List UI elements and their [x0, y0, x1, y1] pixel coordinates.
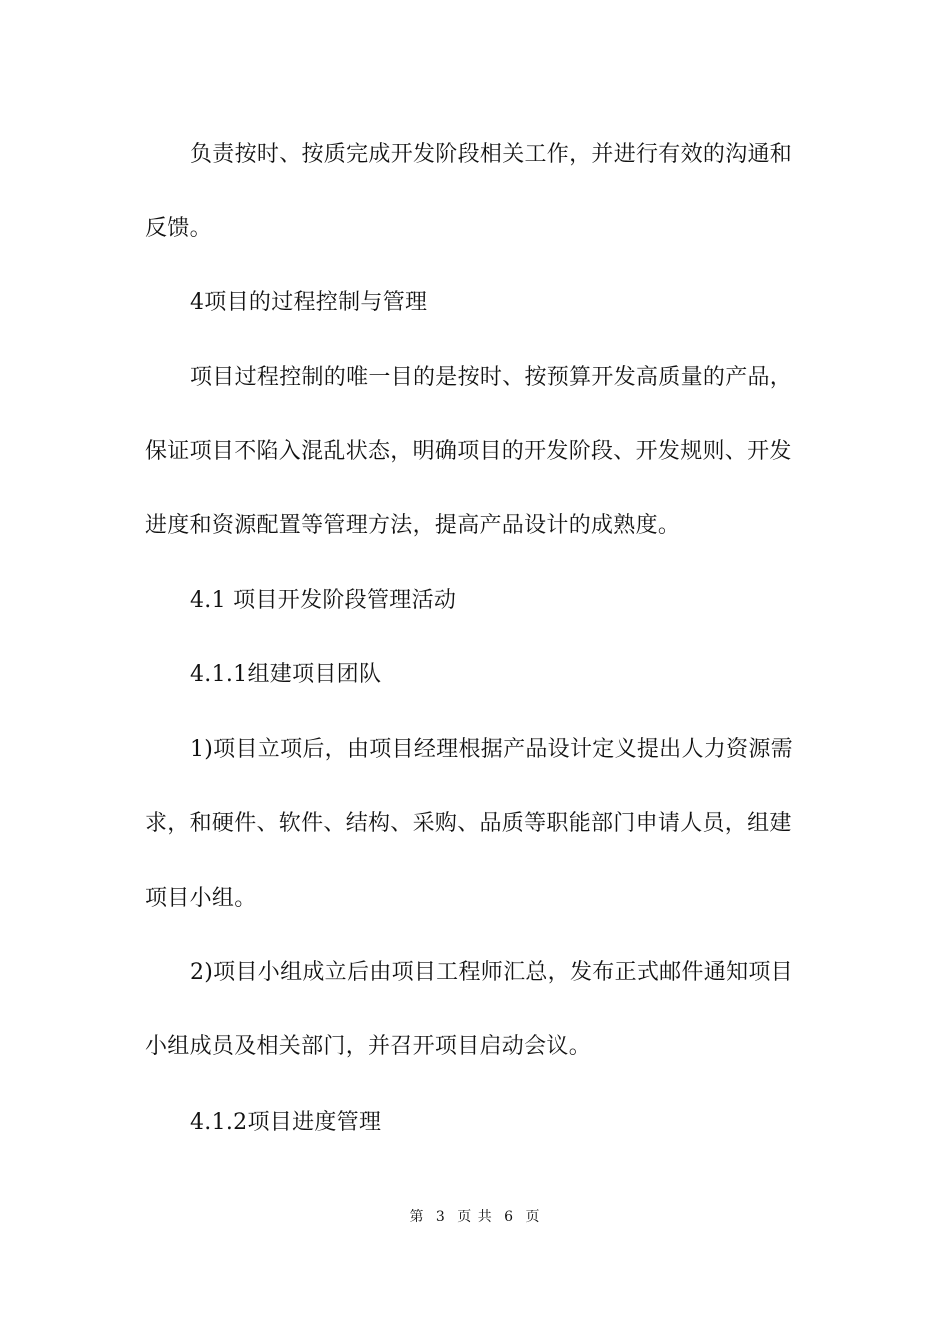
subsection-heading: 4.1.2项目进度管理 [190, 1110, 382, 1135]
footer-total-pages: 6 [504, 1209, 515, 1225]
paragraph-line: 2)项目小组成立后由项目工程师汇总，发布正式邮件通知项目 [190, 960, 793, 985]
page-footer [0, 1207, 950, 1227]
footer-current-page: 3 [435, 1209, 446, 1225]
paragraph-line: 1)项目立项后，由项目经理根据产品设计定义提出人力资源需 [190, 737, 793, 762]
paragraph-line: 进度和资源配置等管理方法，提高产品设计的成熟度。 [145, 513, 681, 538]
paragraph-line: 保证项目不陷入混乱状态，明确项目的开发阶段、开发规则、开发 [145, 439, 792, 464]
paragraph-line: 负责按时、按质完成开发阶段相关工作，并进行有效的沟通和 [190, 142, 793, 167]
footer-middle: 页 共 [457, 1209, 493, 1225]
paragraph-line: 反馈。 [145, 216, 212, 241]
paragraph-line: 项目小组。 [145, 886, 257, 911]
footer-suffix: 页 [525, 1209, 541, 1225]
footer-prefix: 第 [409, 1209, 425, 1225]
paragraph-line: 求，和硬件、软件、结构、采购、品质等职能部门申请人员，组建 [145, 811, 792, 836]
subsection-heading: 4.1 项目开发阶段管理活动 [190, 588, 457, 613]
paragraph-line: 小组成员及相关部门，并召开项目启动会议。 [145, 1034, 592, 1059]
section-heading: 4项目的过程控制与管理 [190, 290, 428, 315]
paragraph-line: 项目过程控制的唯一目的是按时、按预算开发高质量的产品， [190, 365, 793, 390]
subsection-heading: 4.1.1组建项目团队 [190, 662, 382, 687]
